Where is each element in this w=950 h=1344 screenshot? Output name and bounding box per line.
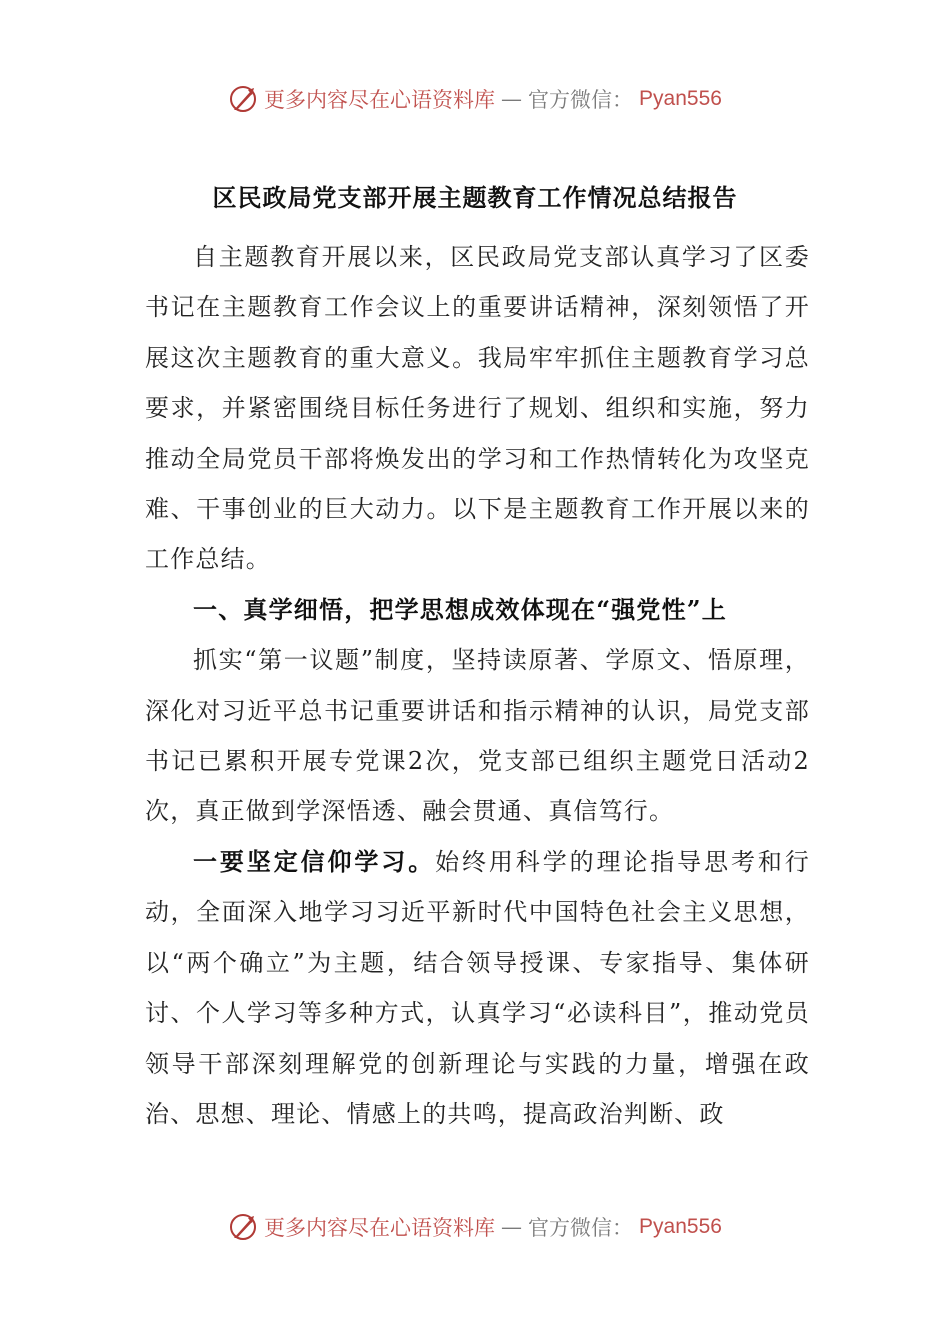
paragraph-body: 始终用科学的理论指导思考和行动，全面深入地学习习近平新时代中国特色社会主义思想，以“两个确立”为主题，结合领导授课、专家指导、集体研讨、个人学习等多种方式，认真学习“必读科目”，推动党员领导干部深刻理解党的创新理论与实践的力量，增强在政治、思想、理论、情感上的共鸣，提高政治判断、政 [145, 847, 810, 1128]
paragraph-lead: 一要坚定信仰学习。 [193, 846, 436, 876]
watermark-footer [0, 1212, 950, 1242]
paragraph-intro: 自主题教育开展以来，区民政局党支部认真学习了区委书记在主题教育工作会议上的重要讲话精神，深刻领悟了开展这次主题教育的重大意义。我局牢牢抓住主题教育学习总要求，并紧密围绕目标任务进行了规划、组织和实施，努力推动全局党员干部将焕发出的学习和工作热情转化为攻坚克难、干事创业的巨大动力。以下是主题教育工作开展以来的工作总结。 [145, 243, 810, 574]
document-body [145, 232, 810, 1139]
watermark-label: 官方微信： [528, 88, 634, 112]
watermark-id: Pyan556 [639, 87, 722, 110]
quill-logo-icon [228, 1212, 258, 1242]
watermark-header [0, 84, 950, 114]
paragraph-belief-study [145, 837, 810, 1139]
paragraph-first-topic: 抓实“第一议题”制度，坚持读原著、学原文、悟原理，深化对习近平总书记重要讲话和指示精神的认识，局党支部书记已累积开展专党课2次，党支部已组织主题党日活动2次，真正做到学深悟透、融会贯通、真信笃行。 [145, 646, 810, 826]
watermark-label: 官方微信： [528, 1216, 634, 1240]
quill-logo-icon [228, 84, 258, 114]
watermark-text: 更多内容尽在心语资料库 [264, 1216, 496, 1240]
watermark-text: 更多内容尽在心语资料库 [264, 88, 496, 112]
watermark-id: Pyan556 [639, 1215, 722, 1238]
watermark-dash: — [501, 1215, 523, 1239]
watermark-dash: — [501, 87, 523, 111]
document-title: 区民政局党支部开展主题教育工作情况总结报告 [212, 183, 738, 212]
section-heading-1: 一、真学细悟，把学思想成效体现在“强党性”上 [193, 594, 728, 624]
